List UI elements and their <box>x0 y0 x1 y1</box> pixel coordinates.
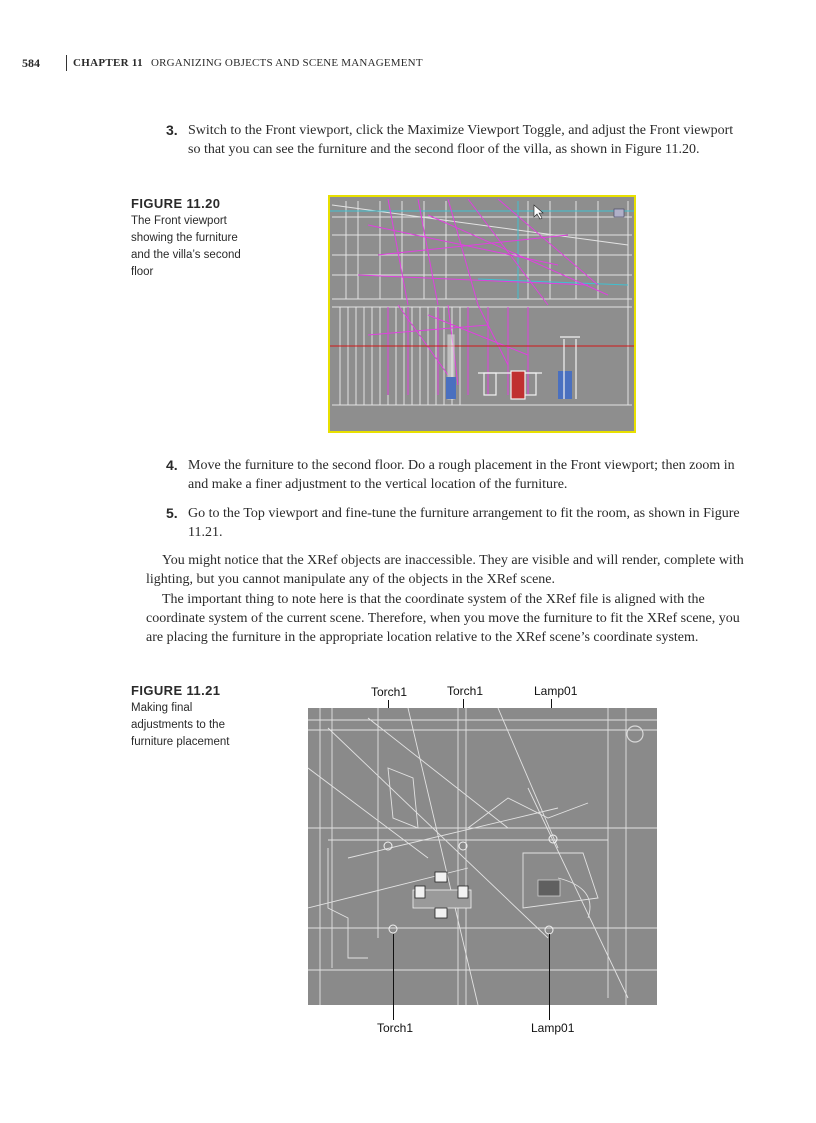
viewport-background <box>308 708 657 1005</box>
figure-label: FIGURE 11.21 <box>131 683 221 698</box>
step-number: 3. <box>166 122 178 138</box>
chapter-title: ORGANIZING OBJECTS AND SCENE MANAGEMENT <box>150 57 423 69</box>
front-viewport-figure <box>328 195 636 433</box>
callout-torch1: Torch1 <box>377 1021 414 1035</box>
step-4 <box>166 456 746 494</box>
body-paragraph: You might notice that the XRef objects are inaccessible. They are visible and will render, complete with lighting, but you cannot manipulate any of the objects in the XRef scene. <box>146 553 744 587</box>
step-5 <box>166 504 746 542</box>
step-number: 5. <box>166 505 178 521</box>
figure-11-21-caption <box>131 683 246 751</box>
figure-11-20-caption <box>131 196 246 281</box>
chapter-label: CHAPTER 11 <box>73 57 143 69</box>
step-text: Switch to the Front viewport, click the Maximize Viewport Toggle, and adjust the Front viewport so that you can see the furniture and the second floor of the villa, as shown in Figure 11.20. <box>188 123 734 157</box>
viewcube-icon <box>614 209 624 217</box>
callout-lamp01: Lamp01 <box>531 1021 575 1035</box>
callout-lamp01: Lamp01 <box>534 684 578 698</box>
leader-line <box>549 934 550 1020</box>
leader-line <box>393 934 394 1020</box>
top-viewport-figure <box>308 708 657 1005</box>
step-text: Move the furniture to the second floor. Do a rough placement in the Front viewport; then zoom in and make a finer adjustment to the vertical location of the furniture. <box>188 458 735 492</box>
body-paragraph: The important thing to note here is that the coordinate system of the XRef file is aligned with the coordinate system of the current scene. Therefore, when you move the furniture to fit the XRef scene, you are placing the furniture in the appropriate location relative to the XRef scene’s coordinate system. <box>146 592 740 645</box>
figure-caption-text: Making final adjustments to the furniture placement <box>131 702 230 748</box>
running-header <box>22 54 423 72</box>
step-number: 4. <box>166 457 178 473</box>
figure-label: FIGURE 11.20 <box>131 196 221 211</box>
callout-torch1: Torch1 <box>371 685 408 699</box>
figure-caption-text: The Front viewport showing the furniture and the villa’s second floor <box>131 215 241 278</box>
step-3 <box>166 121 746 159</box>
header-divider <box>66 55 67 71</box>
callout-torch1: Torch1 <box>447 684 484 698</box>
page-number: 584 <box>22 55 40 70</box>
step-text: Go to the Top viewport and fine-tune the furniture arrangement to fit the room, as shown in Figure 11.21. <box>188 506 740 540</box>
